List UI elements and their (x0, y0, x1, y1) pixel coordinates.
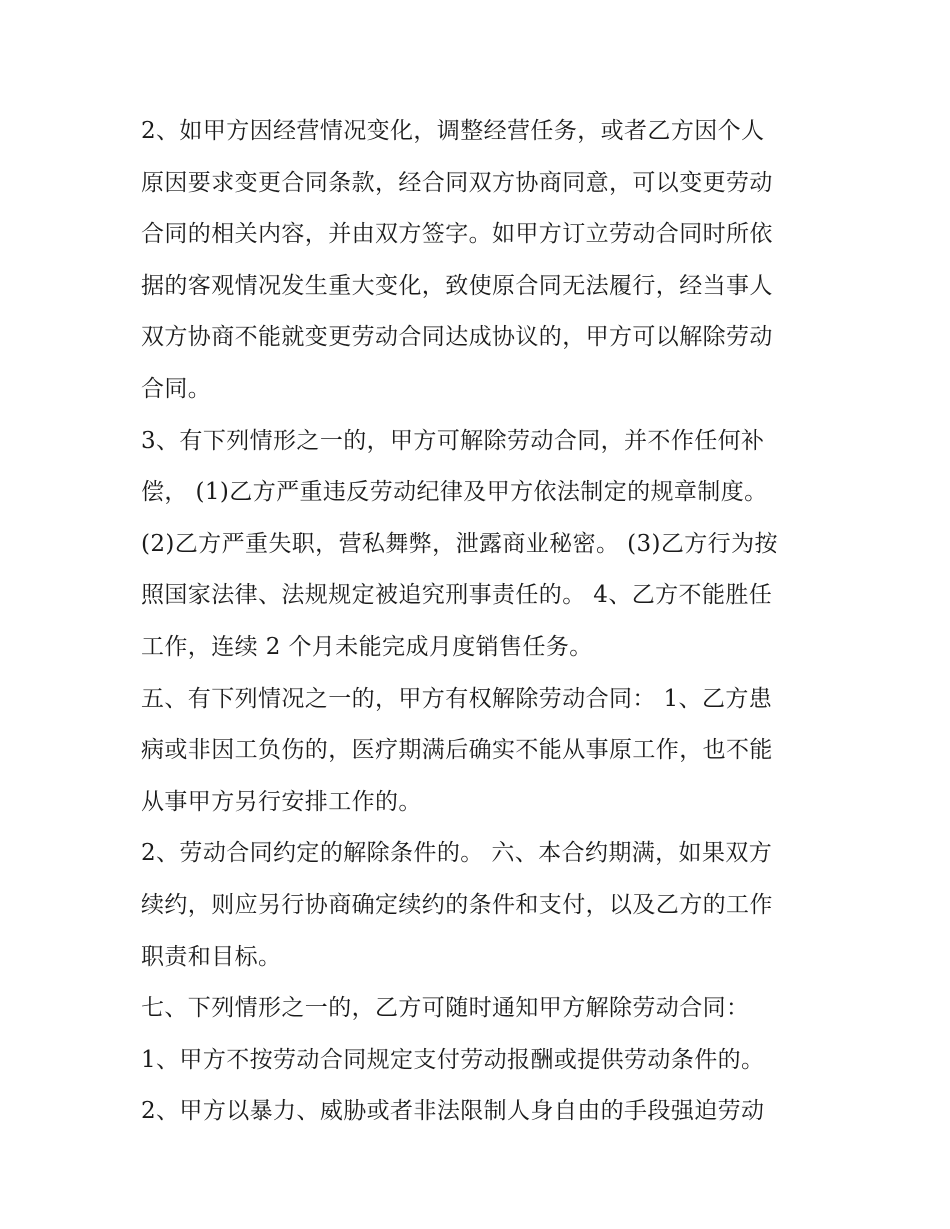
text-line-13: 病或非因工负伤的，医疗期满后确实不能从事原工作，也不能 (141, 737, 773, 764)
text-line-3: 合同的相关内容，并由双方签字。如甲方订立劳动合同时所依 (141, 221, 773, 248)
text-line-2: 原因要求变更合同条款，经合同双方协商同意，可以变更劳动 (141, 169, 773, 196)
text-line-20: 2、甲方以暴力、威胁或者非法限制人身自由的手段强迫劳动 (141, 1098, 765, 1125)
text-line-10: 照国家法律、法规规定被追究刑事责任的。 4、乙方不能胜任 (141, 582, 773, 609)
text-line-11: 工作，连续 2 个月未能完成月度销售任务。 (141, 633, 593, 660)
text-line-19: 1、甲方不按劳动合同规定支付劳动报酬或提供劳动条件的。 (141, 1046, 765, 1073)
text-line-7: 3、有下列情形之一的，甲方可解除劳动合同，并不作任何补 (141, 427, 765, 454)
text-line-18: 七、下列情形之一的，乙方可随时通知甲方解除劳动合同： (141, 995, 750, 1022)
text-line-6: 合同。 (141, 375, 212, 402)
text-line-5: 双方协商不能就变更劳动合同达成协议的，甲方可以解除劳动 (141, 324, 773, 351)
text-line-17: 职责和目标。 (141, 943, 282, 970)
text-line-15: 2、劳动合同约定的解除条件的。 六、本合约期满，如果双方 (141, 840, 773, 867)
text-line-8: 偿， (1)乙方严重违反劳动纪律及甲方依法制定的规章制度。 (141, 479, 768, 506)
text-line-12: 五、有下列情况之一的，甲方有权解除劳动合同： 1、乙方患 (141, 685, 773, 712)
text-line-1: 2、如甲方因经营情况变化，调整经营任务，或者乙方因个人 (141, 118, 765, 144)
text-line-16: 续约，则应另行协商确定续约的条件和支付，以及乙方的工作 (141, 891, 773, 918)
text-line-9: (2)乙方严重失职，营私舞弊，泄露商业秘密。 (3)乙方行为按 (141, 530, 778, 557)
text-line-4: 据的客观情况发生重大变化，致使原合同无法履行，经当事人 (141, 272, 773, 299)
contract-body-text (141, 106, 821, 1138)
text-line-14: 从事甲方另行安排工作的。 (141, 788, 422, 815)
